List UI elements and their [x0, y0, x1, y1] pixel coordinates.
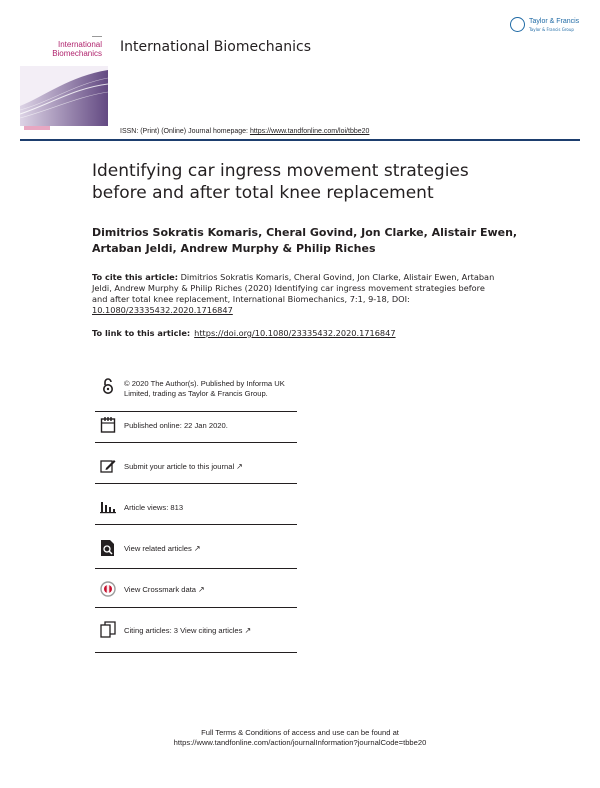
external-link-icon: ↗ — [198, 585, 205, 594]
journal-homepage-link[interactable]: https://www.tandfonline.com/loi/tbbe20 — [249, 128, 370, 135]
info-divider — [95, 607, 297, 608]
cover-title-line2: Biomechanics — [52, 49, 102, 58]
related-articles-icon — [100, 539, 116, 557]
open-access-icon — [100, 377, 116, 395]
license-row — [95, 377, 297, 409]
issn-text: ISSN: (Print) (Online) Journal homepage: — [120, 128, 250, 135]
publisher-name: Taylor & Francis — [529, 18, 580, 25]
citing-articles-link[interactable] — [124, 626, 251, 636]
journal-name: International Biomechanics — [120, 39, 312, 55]
footer-url[interactable]: https://www.tandfonline.com/action/journalInformation?journalCode=tbbe20 — [173, 738, 427, 747]
info-divider — [95, 411, 297, 412]
bar-chart-icon — [100, 498, 116, 516]
citation-block — [92, 272, 502, 316]
submit-label: Submit your article to this journal — [124, 462, 235, 471]
journal-cover — [20, 30, 108, 136]
article-title: Identifying car ingress movement strategies before and after total knee replacement — [92, 161, 469, 203]
cover-publisher-logo — [24, 126, 50, 130]
publisher-subname: Taylor & Francis Group — [529, 27, 574, 32]
view-crossmark-link[interactable] — [124, 585, 205, 595]
edit-icon — [100, 457, 116, 475]
cover-title — [46, 40, 102, 58]
header-divider — [20, 139, 580, 141]
cover-title-line1: International — [57, 40, 102, 49]
info-divider — [95, 483, 297, 484]
crossmark-row[interactable] — [95, 580, 297, 600]
external-link-icon: ↗ — [193, 544, 201, 553]
issn-line — [120, 128, 369, 135]
external-link-icon: ↗ — [236, 462, 243, 471]
related-row[interactable] — [95, 539, 297, 559]
submit-row[interactable] — [95, 457, 297, 477]
cite-label: To cite this article: — [92, 272, 178, 282]
doi-link[interactable]: 10.1080/23335432.2020.1716847 — [92, 305, 233, 315]
cover-tick — [92, 36, 102, 37]
published-date: Published online: 22 Jan 2020. — [124, 421, 228, 430]
article-doi-url[interactable]: https://doi.org/10.1080/23335432.2020.1716847 — [194, 328, 396, 338]
citing-label: Citing articles: 3 View citing articles — [124, 626, 243, 635]
footer — [0, 728, 600, 748]
submit-article-link[interactable] — [124, 462, 243, 472]
license-text: © 2020 The Author(s). Published by Informa UK Limited, trading as Taylor & Francis Group. — [124, 379, 285, 398]
calendar-icon — [100, 416, 116, 434]
info-divider — [95, 652, 297, 653]
crossmark-icon — [100, 580, 116, 598]
article-link-line — [92, 328, 512, 338]
crossmark-label: View Crossmark data — [124, 585, 197, 594]
cite-text: Dimitrios Sokratis Komaris, Cheral Govind, Jon Clarke, Alistair Ewen, Artaban Jeldi, Andrew Murphy & Philip Riches (2020) Identifying car ingress movement strategies before and after total knee replacement, International Biomechanics, 7:1, 9-18, DOI: — [92, 272, 495, 304]
citing-articles-icon — [100, 621, 116, 639]
footer-terms: Full Terms & Conditions of access and use can be found at — [201, 728, 399, 737]
info-divider — [95, 524, 297, 525]
info-divider — [95, 568, 297, 569]
external-link-icon: ↗ — [244, 626, 252, 635]
article-authors: Dimitrios Sokratis Komaris, Cheral Govind, Jon Clarke, Alistair Ewen, Artaban Jeldi, Andrew Murphy & Philip Riches — [92, 226, 518, 255]
tf-circle-icon — [510, 17, 525, 32]
info-divider — [95, 442, 297, 443]
related-label: View related articles — [124, 544, 192, 553]
citing-row[interactable] — [95, 621, 297, 641]
link-label: To link to this article: — [92, 328, 191, 338]
views-row — [95, 498, 297, 518]
cover-wave-graphic — [20, 66, 108, 126]
publisher-logo[interactable] — [510, 16, 585, 38]
published-row — [95, 416, 297, 436]
view-related-link[interactable] — [124, 544, 201, 554]
article-views: Article views: 813 — [124, 503, 184, 512]
